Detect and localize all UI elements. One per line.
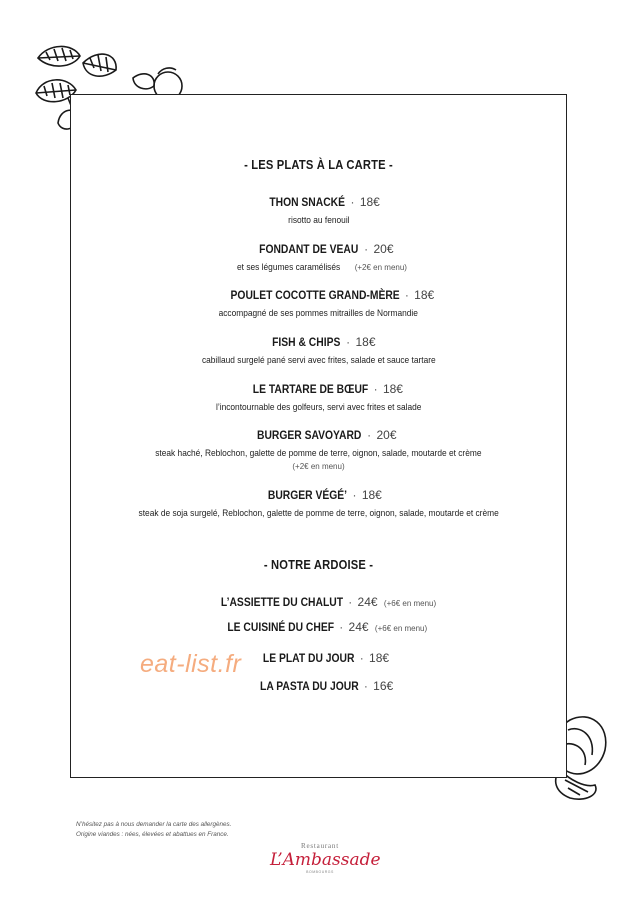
watermark: eat-list.fr xyxy=(140,650,242,678)
section-title-ardoise: - NOTRE ARDOISE - xyxy=(263,557,374,572)
logo-location: BOMBOURGS xyxy=(306,870,334,874)
ardoise-item: LA PASTA DU JOUR · 16€ xyxy=(259,679,394,693)
dish-price: 20€ xyxy=(376,428,397,442)
dish-name: LA PASTA DU JOUR xyxy=(259,679,359,693)
dish-name: LE PLAT DU JOUR xyxy=(262,651,355,665)
dish-item: FISH & CHIPS · 18€ cabillaud surgelé pané servi avec frites, salade et sauce tartare xyxy=(201,335,436,366)
meat-origin-note: Origine viandes : nées, élevées et abattues en France. xyxy=(76,831,229,838)
dish-name: LE CUISINÉ DU CHEF xyxy=(227,620,334,634)
dish-name: THON SNACKÉ xyxy=(269,195,346,209)
logo-name: L’Ambassade xyxy=(270,850,381,870)
dish-description: accompagné de ses pommes mitrailles de Normandie xyxy=(218,308,419,319)
dish-name: BURGER SAVOYARD xyxy=(257,428,362,442)
dish-name: FONDANT DE VEAU xyxy=(259,242,359,256)
dish-price: 18€ xyxy=(361,488,382,502)
dish-price: 24€ xyxy=(348,620,369,634)
dish-note: (+6€ en menu) xyxy=(374,624,428,633)
dish-name: FISH & CHIPS xyxy=(272,335,341,349)
dish-price: 16€ xyxy=(373,679,394,693)
dish-price: 18€ xyxy=(359,195,380,209)
dish-item: BURGER SAVOYARD · 20€ steak haché, Reblochon, galette de pomme de terre, oignon, salade, moutarde et crème (+2€ en menu) xyxy=(71,428,566,472)
logo-restaurant-label: Restaurant xyxy=(301,842,339,850)
dish-description: et ses légumes caramélisés xyxy=(237,262,341,273)
ardoise-item: LE CUISINÉ DU CHEF · 24€ (+6€ en menu) xyxy=(227,620,428,634)
footer-notes xyxy=(76,820,231,840)
section-title-carte: - LES PLATS À LA CARTE - xyxy=(244,157,393,172)
dish-description: risotto au fenouil xyxy=(287,215,350,226)
dish-item: LE TARTARE DE BŒUF · 18€ l’incontournable des golfeurs, servi avec frites et salade xyxy=(215,382,422,413)
dish-item: BURGER VÉGÉ’ · 18€ steak de soja surgelé, Reblochon, galette de pomme de terre, oignon, salade, moutarde et crème xyxy=(138,488,499,519)
dish-price: 18€ xyxy=(355,335,376,349)
allergen-note: N’hésitez pas à nous demander la carte des allergènes. xyxy=(76,821,232,828)
dish-name: L’ASSIETTE DU CHALUT xyxy=(220,595,343,609)
dish-note: (+6€ en menu) xyxy=(383,599,437,608)
dish-name: LE TARTARE DE BŒUF xyxy=(252,382,369,396)
dish-price: 18€ xyxy=(369,651,390,665)
dish-item: FONDANT DE VEAU · 20€ et ses légumes caramélisés (+2€ en menu) xyxy=(237,242,407,273)
dish-note: (+2€ en menu) xyxy=(292,462,345,471)
dish-price: 18€ xyxy=(414,288,435,302)
dish-item: POULET COCOTTE GRAND-MÈRE · 18€ accompagné de ses pommes mitrailles de Normandie xyxy=(218,288,435,319)
restaurant-logo xyxy=(270,842,381,890)
dish-note: (+2€ en menu) xyxy=(354,263,407,272)
dish-description: steak de soja surgelé, Reblochon, galette de pomme de terre, oignon, salade, moutarde et crème xyxy=(138,508,499,519)
dish-description: cabillaud surgelé pané servi avec frites, salade et sauce tartare xyxy=(201,355,436,366)
dish-price: 24€ xyxy=(357,595,378,609)
ardoise-item: LE PLAT DU JOUR · 18€ xyxy=(262,651,390,665)
dish-description: steak haché, Reblochon, galette de pomme de terre, oignon, salade, moutarde et crème xyxy=(155,448,482,459)
dish-item: THON SNACKÉ · 18€ risotto au fenouil xyxy=(269,195,380,226)
dish-name: BURGER VÉGÉ’ xyxy=(268,488,348,502)
dish-price: 20€ xyxy=(373,242,394,256)
dish-description: l’incontournable des golfeurs, servi avec frites et salade xyxy=(215,402,422,413)
dish-price: 18€ xyxy=(382,382,403,396)
dish-name: POULET COCOTTE GRAND-MÈRE xyxy=(230,288,400,302)
ardoise-item: L’ASSIETTE DU CHALUT · 24€ (+6€ en menu) xyxy=(220,595,437,609)
